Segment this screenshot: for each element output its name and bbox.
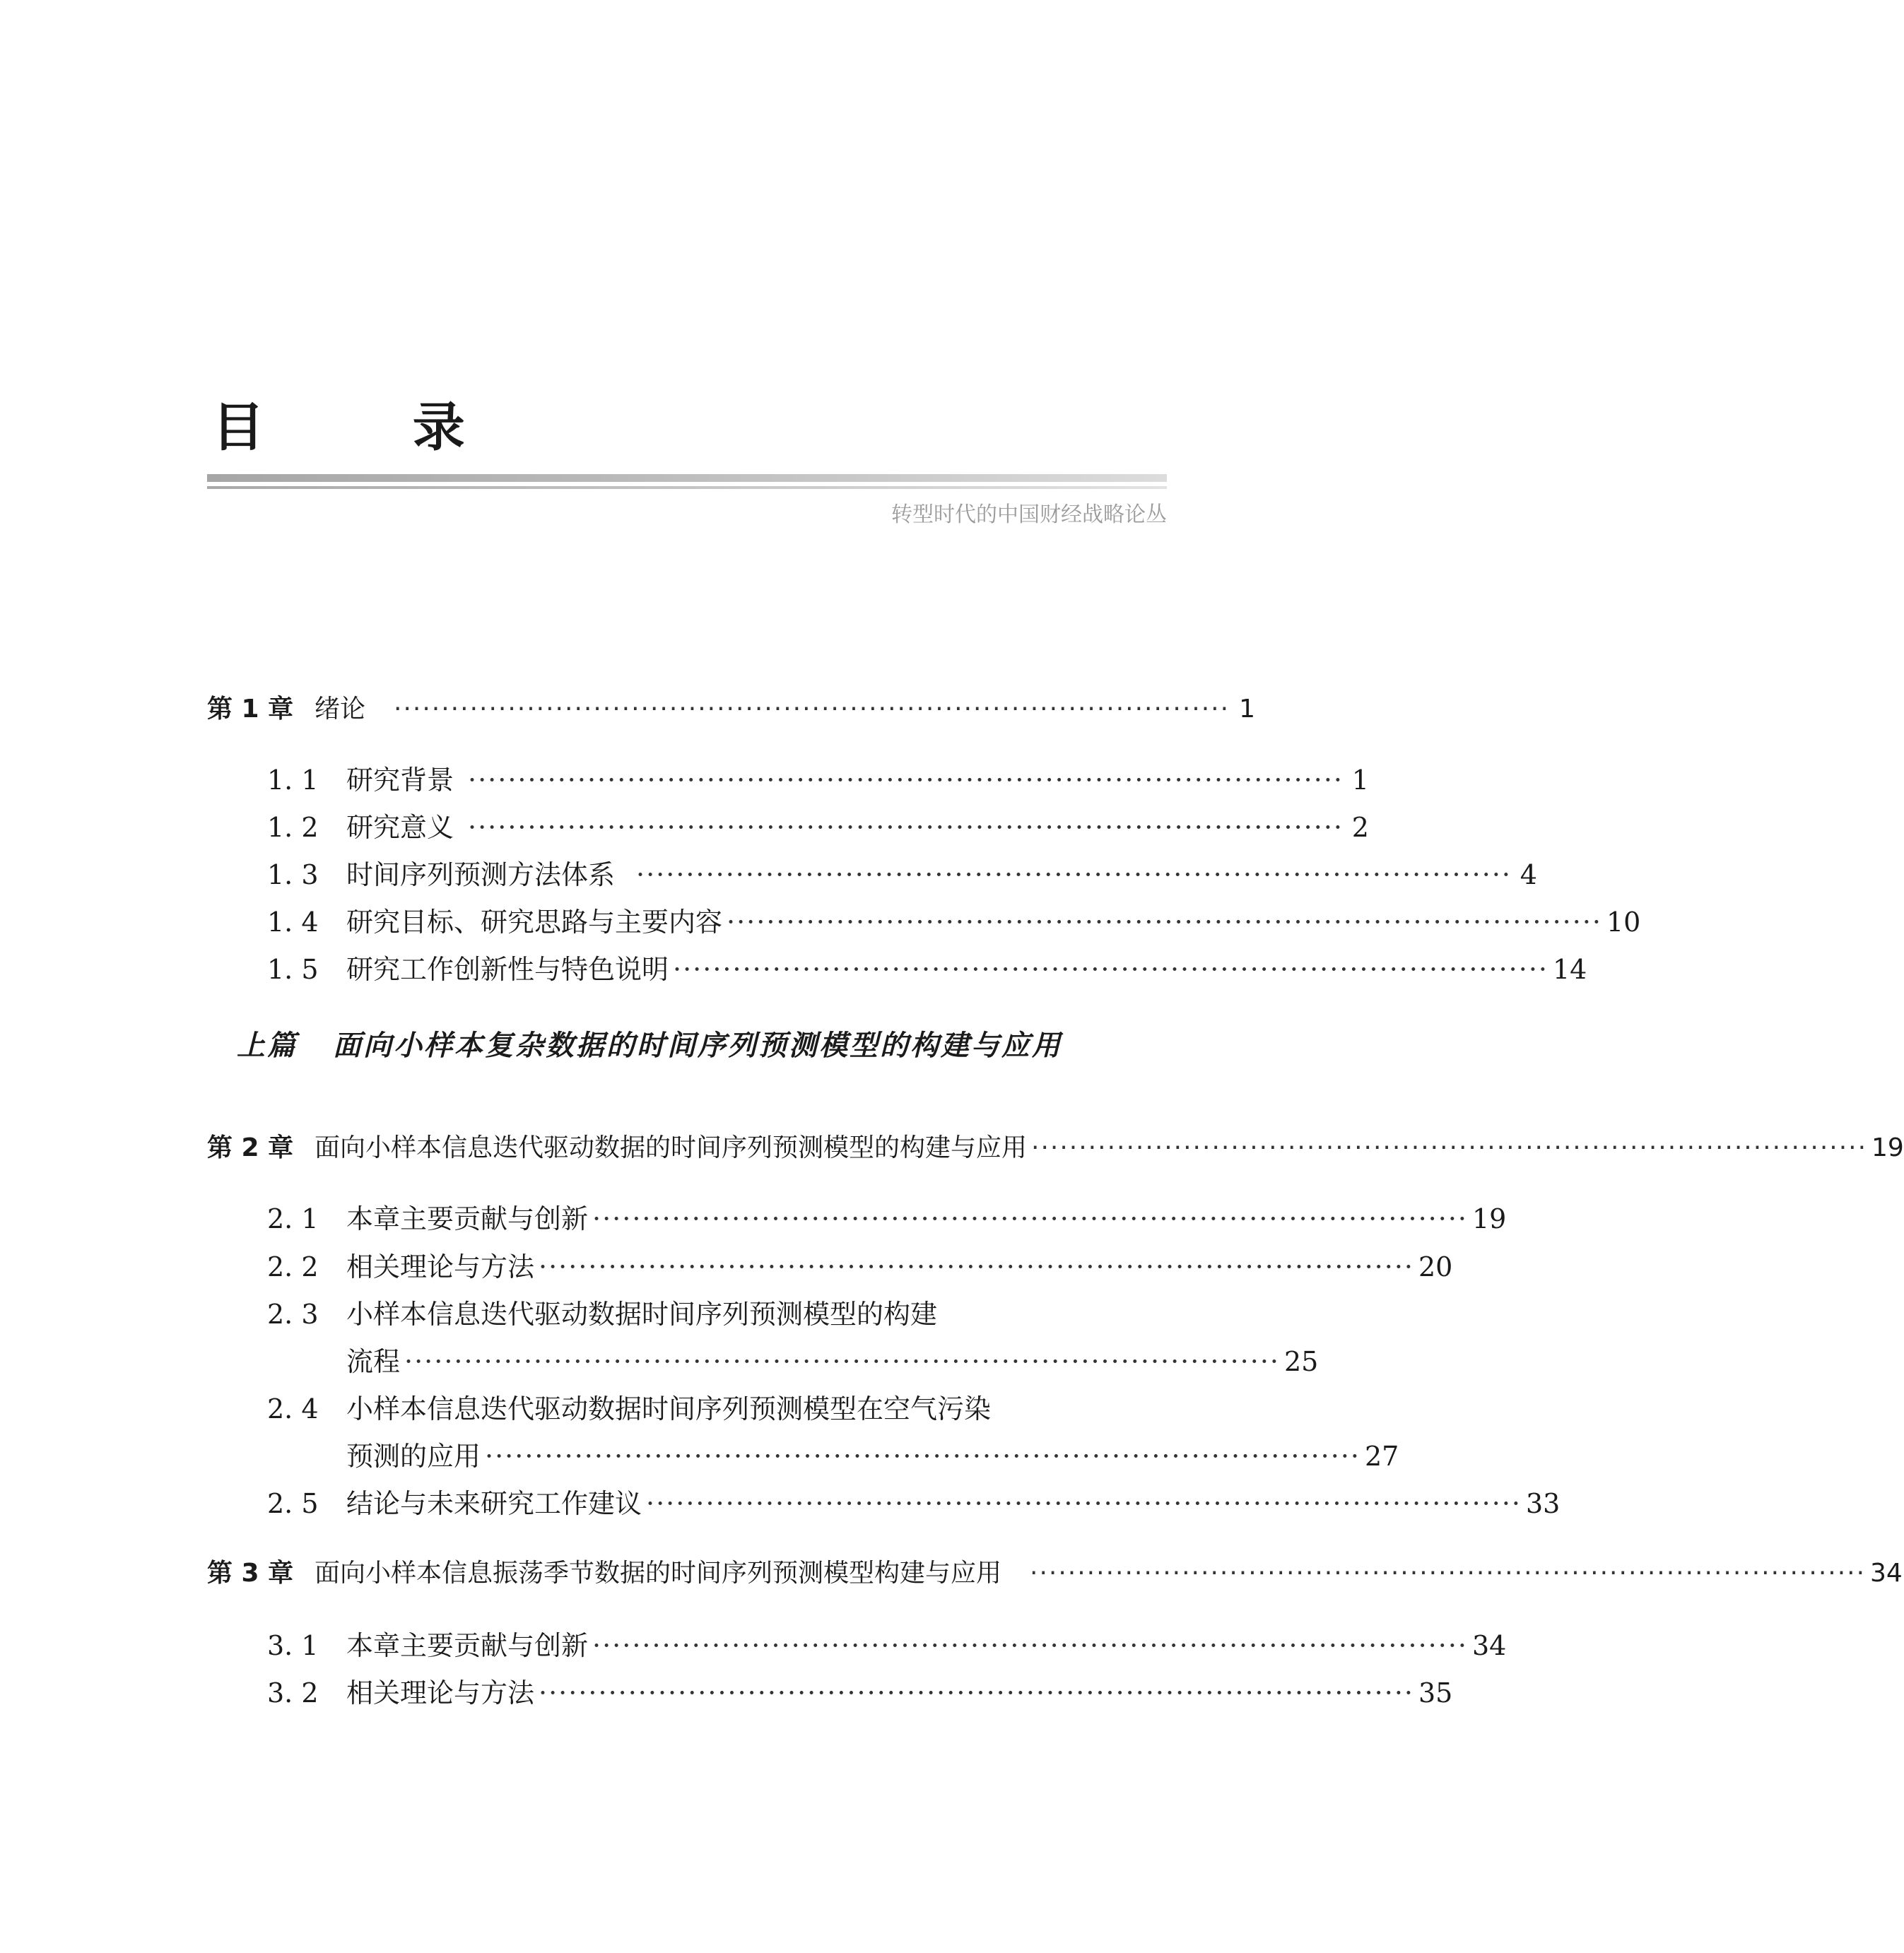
chapter-title: 面向小样本信息迭代驱动数据的时间序列预测模型的构建与应用 [315,1133,1028,1162]
toc-section-1-4[interactable] [267,900,1641,939]
section-number: 3. 1 [267,1630,319,1661]
page-number: 4 [1520,859,1537,890]
section-number: 1. 2 [267,812,319,843]
page-number: 1 [1239,695,1256,724]
page-title: 目 录 [212,397,530,458]
section-title: 相关理论与方法 [346,1677,535,1709]
title-rule-thin [207,486,1167,489]
section-title: 研究意义 [346,812,454,843]
page-number: 34 [1870,1559,1903,1588]
title-rule-thick [207,474,1167,482]
dot-leader: ························································································ [1031,1133,1868,1162]
page-number: 14 [1552,954,1587,985]
section-title: 小样本信息迭代驱动数据时间序列预测模型的构建 [346,1299,938,1330]
dot-leader: ························································································ [1030,1559,1867,1588]
section-title-continued: 流程 [346,1346,401,1377]
section-title: 本章主要贡献与创新 [346,1630,589,1661]
page-number: 19 [1871,1133,1904,1162]
page-number: 2 [1351,812,1369,843]
series-name: 转型时代的中国财经战略论丛 [891,502,1167,527]
part-number: 上篇 [237,1029,298,1062]
section-title-continued: 预测的应用 [346,1441,481,1472]
dot-leader: ························································································ [394,695,1230,724]
page-number: 34 [1471,1630,1507,1661]
section-title: 研究工作创新性与特色说明 [346,954,669,985]
dot-leader: ························································································ [592,1203,1468,1234]
toc-chapter-3[interactable] [207,1553,1903,1589]
section-number: 1. 1 [267,765,319,796]
section-number: 1. 4 [267,907,319,938]
dot-leader: ························································································ [404,1346,1280,1377]
page-number: 1 [1351,765,1369,796]
section-title: 本章主要贡献与创新 [346,1203,589,1234]
page-number: 35 [1418,1677,1453,1709]
toc-section-1-3[interactable] [267,853,1537,892]
toc-section-2-4-cont[interactable] [346,1434,1399,1473]
toc-section-1-1[interactable] [267,758,1369,797]
toc-chapter-2[interactable] [207,1128,1904,1164]
part-heading[interactable] [237,1023,1062,1063]
dot-leader: ························································································ [539,1677,1414,1709]
toc-section-2-2[interactable] [267,1245,1453,1284]
toc-section-3-2[interactable] [267,1671,1453,1710]
section-number: 3. 2 [267,1677,319,1709]
page-number: 25 [1283,1346,1319,1377]
section-title: 小样本信息迭代驱动数据时间序列预测模型在空气污染 [346,1393,992,1424]
toc-section-2-3[interactable] [267,1292,1167,1331]
dot-leader: ························································································ [468,812,1344,843]
page-number: 33 [1525,1488,1561,1519]
dot-leader: ························································································ [673,954,1549,985]
page-number: 20 [1418,1251,1453,1282]
chapter-title: 绪论 [315,695,366,724]
section-number: 2. 1 [267,1203,319,1234]
section-number: 1. 5 [267,954,319,985]
section-number: 2. 4 [267,1393,319,1424]
toc-chapter-1[interactable] [207,689,1256,725]
page-number: 27 [1364,1441,1399,1472]
toc-section-1-5[interactable] [267,948,1587,986]
toc-section-2-3-cont[interactable] [346,1340,1319,1379]
page-number: 19 [1471,1203,1507,1234]
toc-section-2-4[interactable] [267,1387,1167,1426]
section-number: 2. 3 [267,1299,319,1330]
dot-leader: ························································································ [727,907,1602,938]
dot-leader: ························································································ [636,859,1512,890]
dot-leader: ························································································ [646,1488,1522,1519]
dot-leader: ························································································ [592,1630,1468,1661]
section-number: 2. 2 [267,1251,319,1282]
toc-section-2-1[interactable] [267,1197,1507,1236]
section-title: 结论与未来研究工作建议 [346,1488,642,1519]
section-title: 时间序列预测方法体系 [346,859,616,890]
section-title: 研究目标、研究思路与主要内容 [346,907,723,938]
part-title: 面向小样本复杂数据的时间序列预测模型的构建与应用 [333,1029,1062,1062]
chapter-number: 第 1 章 [207,695,294,724]
section-number: 1. 3 [267,859,319,890]
chapter-number: 第 2 章 [207,1133,294,1162]
section-title: 相关理论与方法 [346,1251,535,1282]
section-title: 研究背景 [346,765,454,796]
dot-leader: ························································································ [485,1441,1361,1472]
page-number: 10 [1606,907,1641,938]
section-number: 2. 5 [267,1488,319,1519]
toc-section-3-1[interactable] [267,1624,1507,1663]
dot-leader: ························································································ [539,1251,1414,1282]
dot-leader: ························································································ [468,765,1344,796]
toc-section-2-5[interactable] [267,1482,1561,1521]
toc-section-1-2[interactable] [267,806,1369,844]
chapter-number: 第 3 章 [207,1559,294,1588]
chapter-title: 面向小样本信息振荡季节数据的时间序列预测模型构建与应用 [315,1559,1002,1588]
